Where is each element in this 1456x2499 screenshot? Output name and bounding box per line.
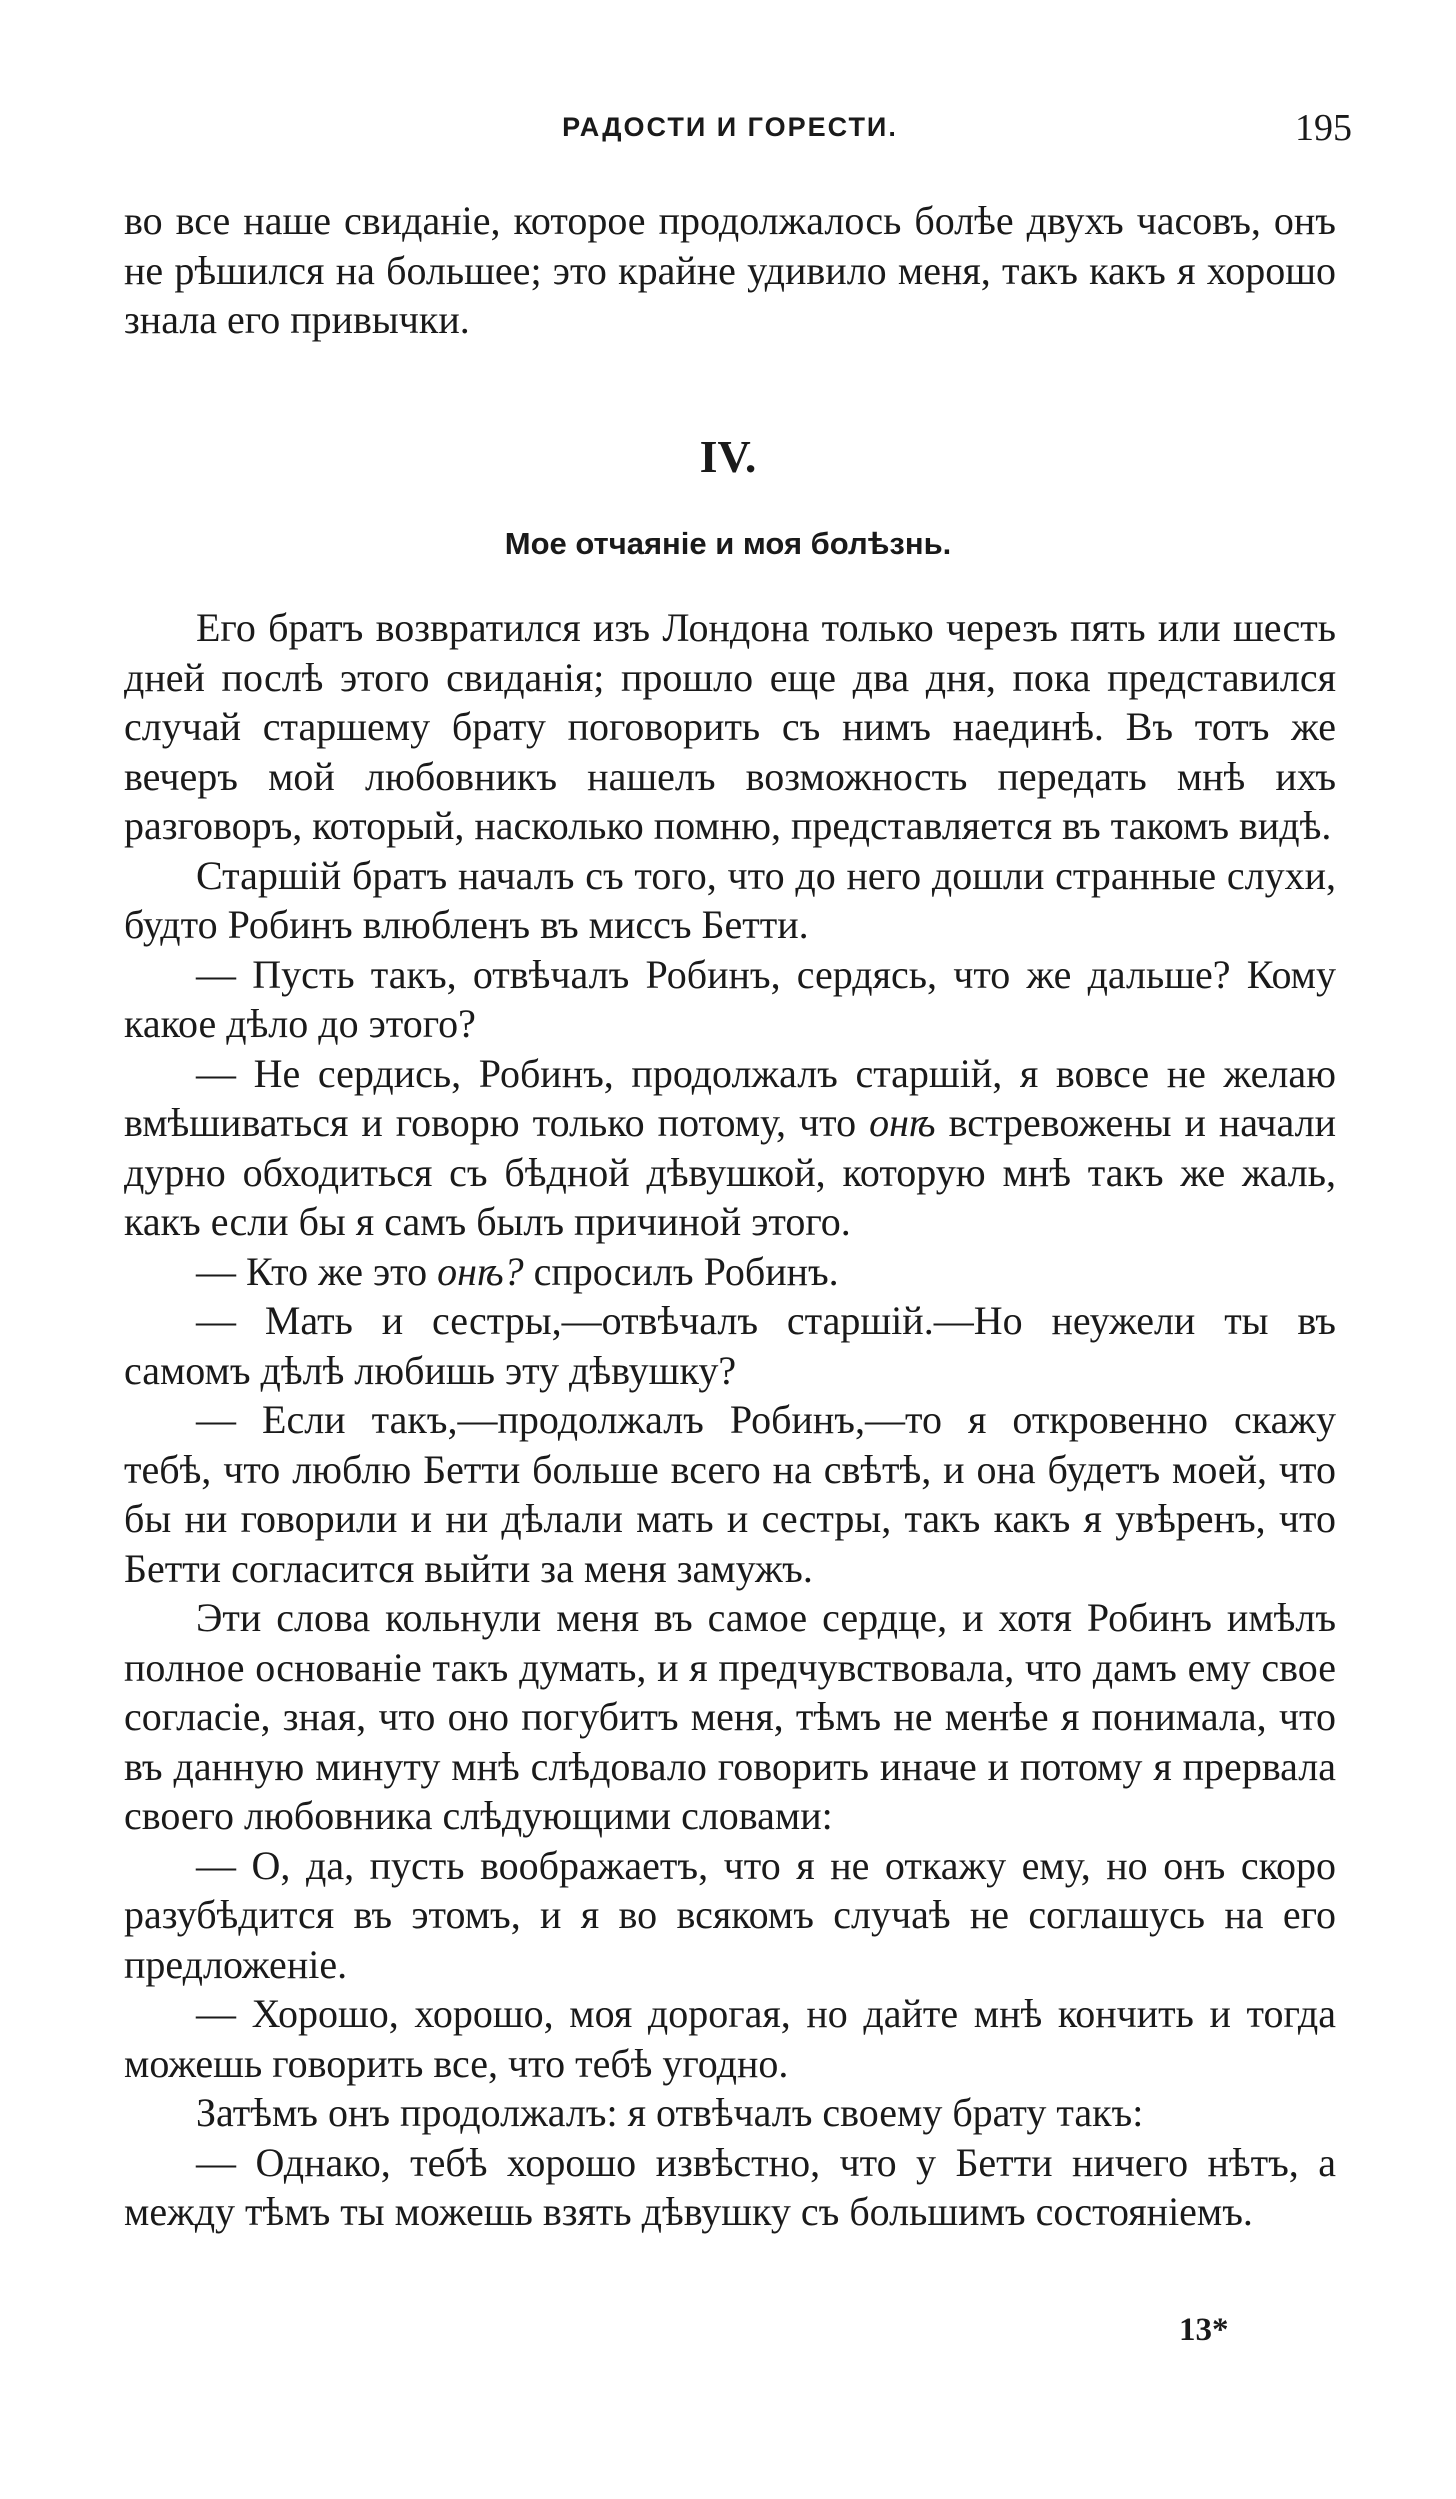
chapter-number: IV.: [699, 431, 757, 482]
chapter-body: [124, 603, 1336, 2237]
lead-paragraph-block: [124, 196, 1336, 345]
paragraph: [124, 1247, 1336, 1297]
page-number: 195: [1295, 107, 1352, 149]
paragraph: — О, да, пусть воображаетъ, что я не откажу ему, но онъ скоро разубѣдится въ этомъ, и я во всякомъ случаѣ не соглашусь на его предложеніе.: [124, 1842, 1336, 1987]
paragraph-text: — Не сердись, Робинъ, продолжалъ старшій, я вовсе не желаю вмѣшиваться и говорю только потому, что: [124, 1050, 1336, 1145]
signature-mark: 13*: [1179, 2312, 1229, 2348]
paragraph-text: спросилъ Робинъ.: [533, 1248, 839, 1294]
paragraph: Его братъ возвратился изъ Лондона только черезъ пять или шесть дней послѣ этого свиданія; прошло еще два дня, пока представился случай старшему брату поговорить съ нимъ наединѣ. Въ тотъ же вечеръ мой любовникъ нашелъ возможность передать мнѣ ихъ разговоръ, который, насколько помню, представляется въ такомъ видѣ.: [124, 605, 1336, 848]
lead-paragraph: во все наше свиданіе, которое продолжалось болѣе двухъ часовъ, онъ не рѣшился на большее; это крайне удивило меня, такъ какъ я хорошо знала его привычки.: [124, 198, 1336, 342]
paragraph: — Если такъ,—продолжалъ Робинъ,—то я откровенно скажу тебѣ, что люблю Бетти больше всего на свѣтѣ, и она будетъ моей, что бы ни говорили и ни дѣлали мать и сестры, такъ какъ я увѣренъ, что Бетти согласится выйти за меня замужъ.: [124, 1397, 1336, 1591]
paragraph: — Мать и сестры,—отвѣчалъ старшій.—Но неужели ты въ самомъ дѣлѣ любишь эту дѣвушку?: [124, 1298, 1336, 1393]
running-title: РАДОСТИ И ГОРЕСТИ.: [562, 112, 898, 142]
paragraph: — Пусть такъ, отвѣчалъ Робинъ, сердясь, что же дальше? Кому какое дѣло до этого?: [124, 951, 1336, 1046]
paragraph: — Однако, тебѣ хорошо извѣстно, что у Бетти ничего нѣтъ, а между тѣмъ ты можешь взять дѣвушку съ большимъ состояніемъ.: [124, 2139, 1336, 2234]
paragraph-text: встревожены и начали дурно обходиться съ бѣдной дѣвушкой, которую мнѣ такъ же жаль, какъ если бы я самъ былъ причиной этого.: [124, 1100, 1337, 1244]
emphasized-word: онѣ?: [437, 1248, 524, 1294]
paragraph: [124, 1049, 1336, 1247]
paragraph-text: — Кто же это: [196, 1248, 428, 1294]
running-head: [120, 107, 1352, 162]
paragraph: — Хорошо, хорошо, моя дорогая, но дайте мнѣ кончить и тогда можешь говорить все, что тебѣ угодно.: [124, 1991, 1336, 2086]
paragraph: Эти слова кольнули меня въ самое сердце, и хотя Робинъ имѣлъ полное основаніе такъ думать, и я предчувствовала, что дамъ ему свое согласіе, зная, что оно погубитъ меня, тѣмъ не менѣе я понимала, что въ данную минуту мнѣ слѣдовало говорить иначе и потому я прервала своего любовника слѣдующими словами:: [124, 1595, 1336, 1838]
emphasized-word: онѣ: [869, 1100, 936, 1145]
paragraph: Затѣмъ онъ продолжалъ: я отвѣчалъ своему брату такъ:: [196, 2090, 1144, 2135]
chapter-title: Мое отчаяніе и моя болѣзнь.: [504, 526, 952, 561]
paragraph: Старшій братъ началъ съ того, что до него дошли странные слухи, будто Робинъ влюбленъ въ миссъ Бетти.: [124, 852, 1336, 947]
